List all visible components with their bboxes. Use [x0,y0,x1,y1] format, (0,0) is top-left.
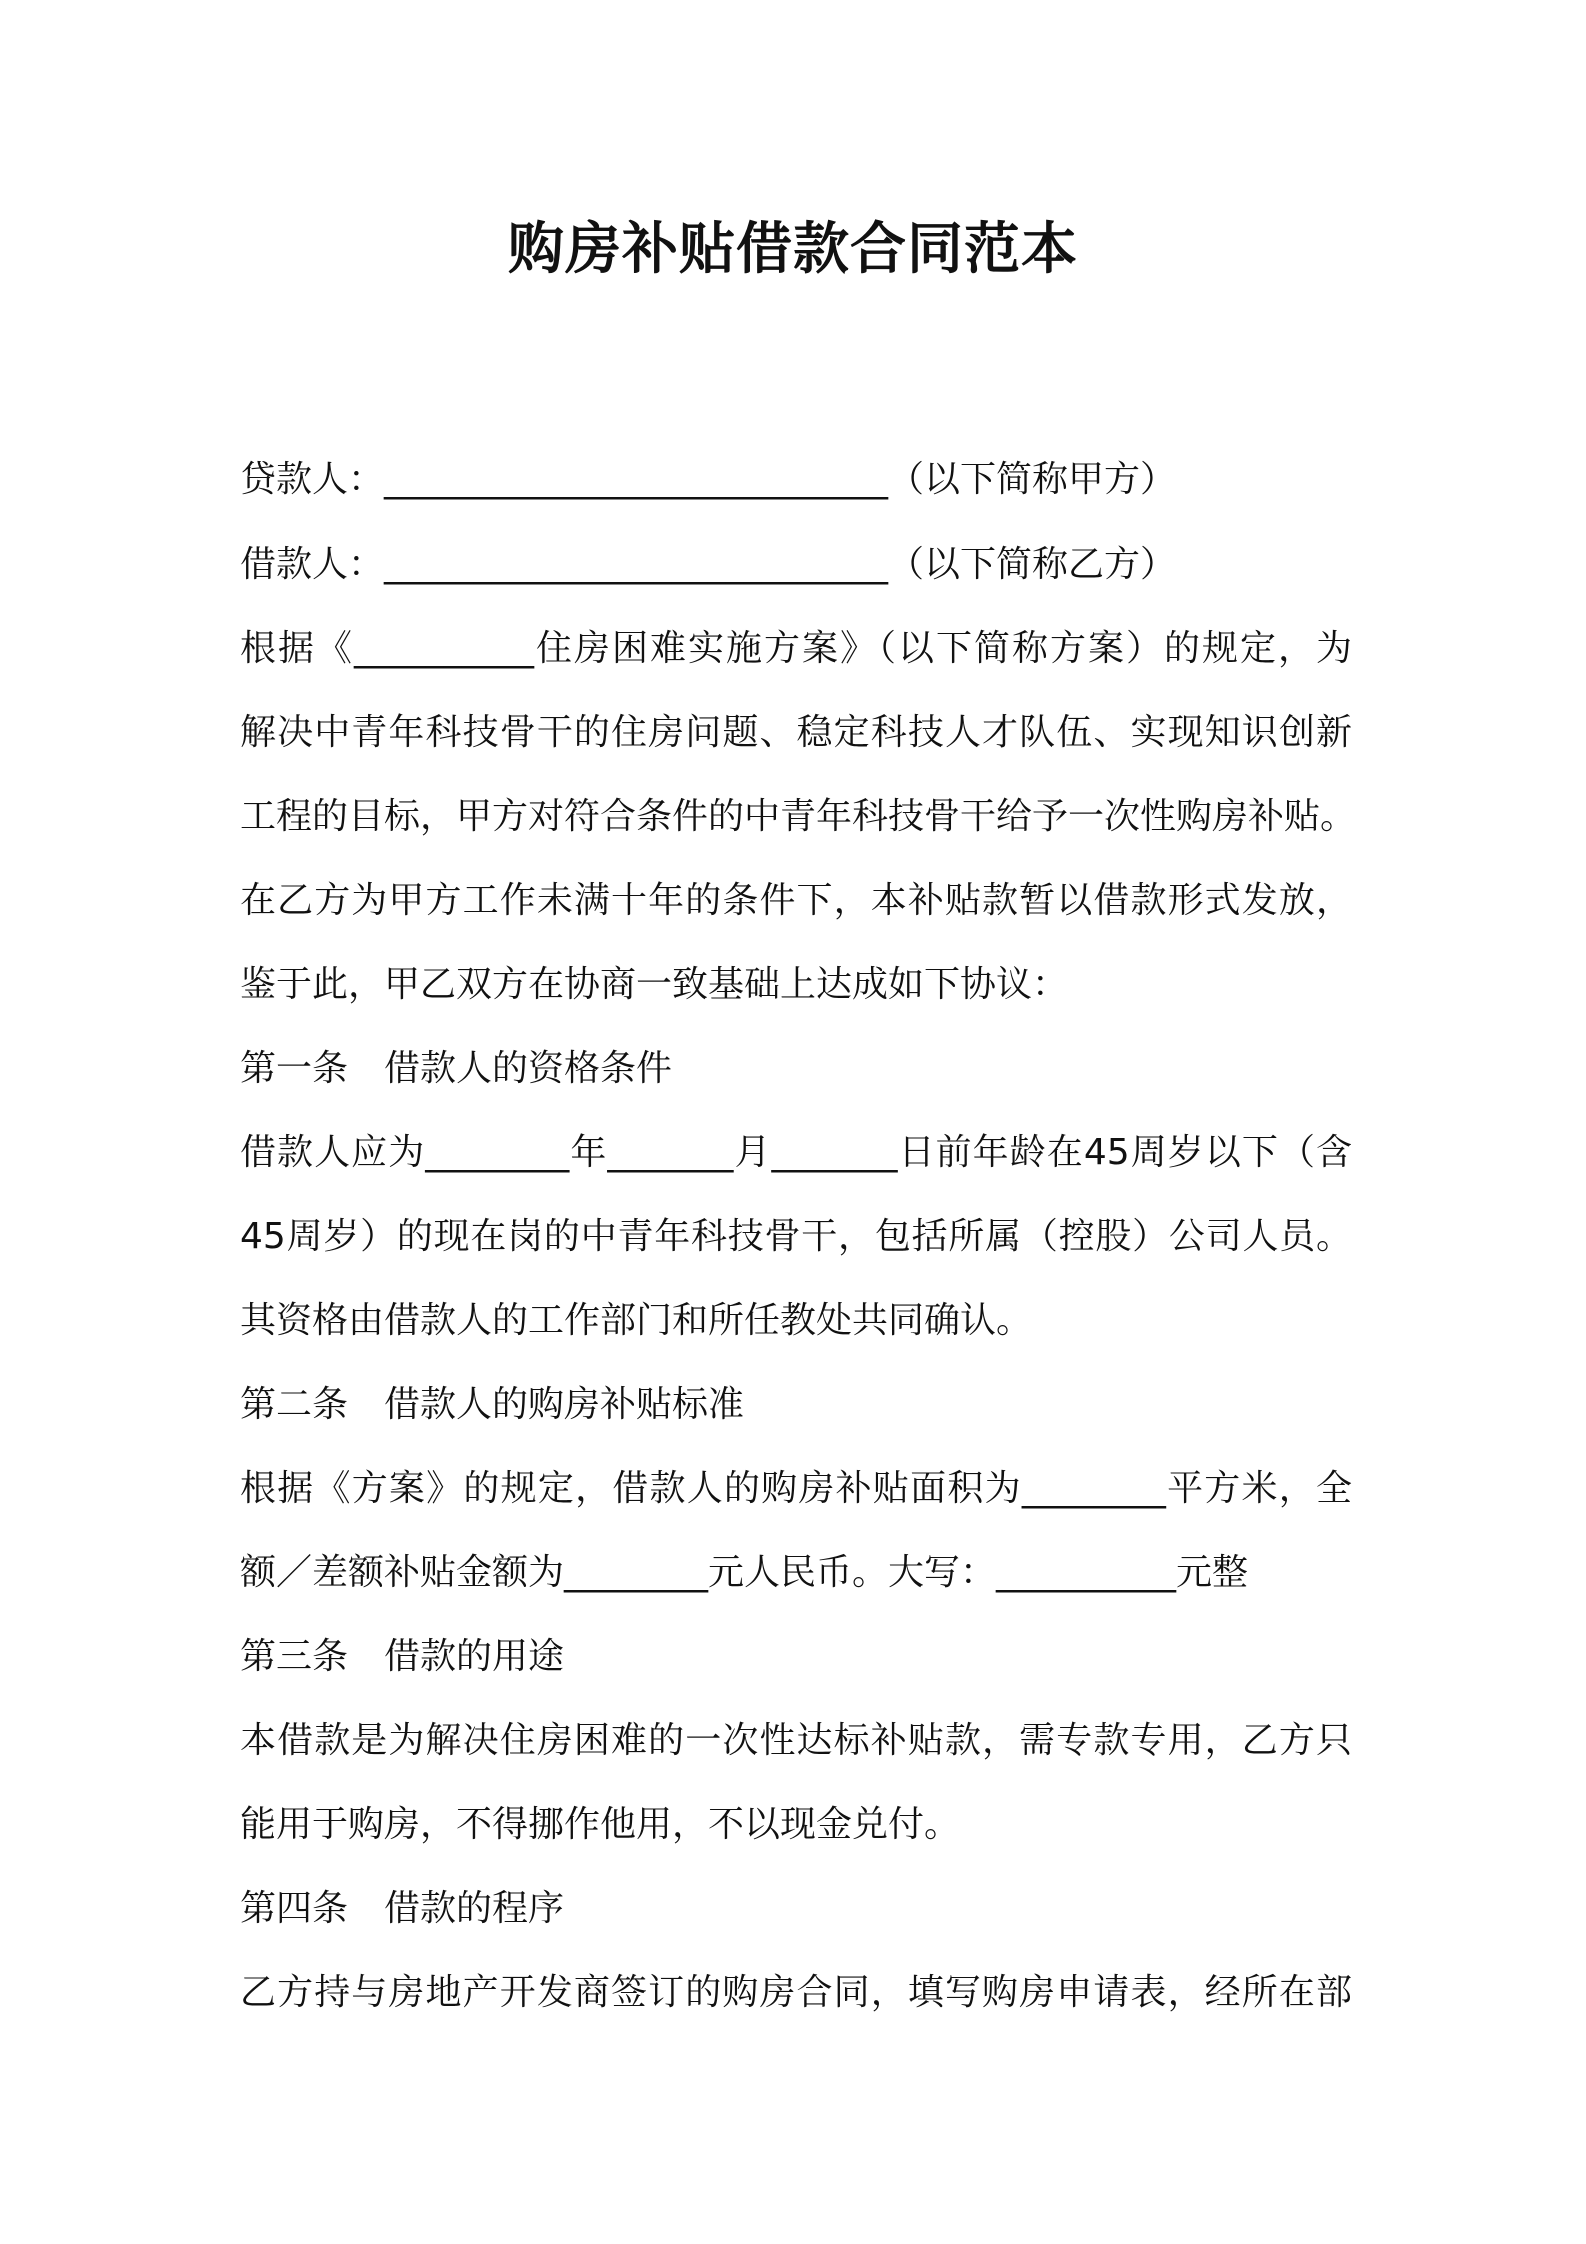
body-text-line: 工程的目标，甲方对符合条件的中青年科技骨干给予一次性购房补贴。 [240,796,1357,837]
article-title: 借款的程序 [384,1888,565,1929]
article-heading-2 [240,1377,744,1433]
borrower-line: 借款人：____________________________（以下简称乙方） [240,544,1177,585]
article-title: 借款的用途 [384,1636,565,1677]
document-title: 购房补贴借款合同范本 [508,217,1078,282]
article-number: 第二条 [240,1384,349,1425]
body-text-line: 鉴于此，甲乙双方在协商一致基础上达成如下协议： [240,964,1069,1005]
article-text-line: 其资格由借款人的工作部门和所任教处共同确认。 [240,1300,1033,1341]
article-title: 借款人的购房补贴标准 [384,1384,745,1425]
article-title: 借款人的资格条件 [384,1048,673,1089]
lender-line: 贷款人：____________________________（以下简称甲方） [240,459,1177,500]
article-heading-4 [240,1881,564,1937]
article-heading-3 [240,1629,564,1685]
article-number: 第四条 [240,1888,349,1929]
article-text-line: 45周岁）的现在岗的中青年科技骨干，包括所属（控股）公司人员。 [240,1216,1352,1257]
article-heading-1 [240,1041,672,1097]
article-text-line: 本借款是为解决住房困难的一次性达标补贴款，需专款专用，乙方只 [240,1720,1352,1761]
article-text-line: 根据《方案》的规定，借款人的购房补贴面积为________平方米，全 [240,1468,1352,1509]
article-number: 第一条 [240,1048,349,1089]
article-text-line: 能用于购房，不得挪作他用，不以现金兑付。 [240,1804,961,1845]
body-text-line: 解决中青年科技骨干的住房问题、稳定科技人才队伍、实现知识创新 [240,712,1352,753]
article-text-line: 乙方持与房地产开发商签订的购房合同，填写购房申请表，经所在部 [240,1972,1352,2013]
body-text-line: 在乙方为甲方工作未满十年的条件下，本补贴款暂以借款形式发放， [240,880,1352,921]
article-text-line: 借款人应为________年_______月_______日前年龄在45周岁以下（含 [240,1132,1352,1173]
body-text-line: 根据《__________住房困难实施方案》（以下简称方案）的规定，为 [240,628,1352,669]
article-number: 第三条 [240,1636,349,1677]
article-text-line: 额／差额补贴金额为________元人民币。大写：__________元整 [240,1552,1249,1593]
